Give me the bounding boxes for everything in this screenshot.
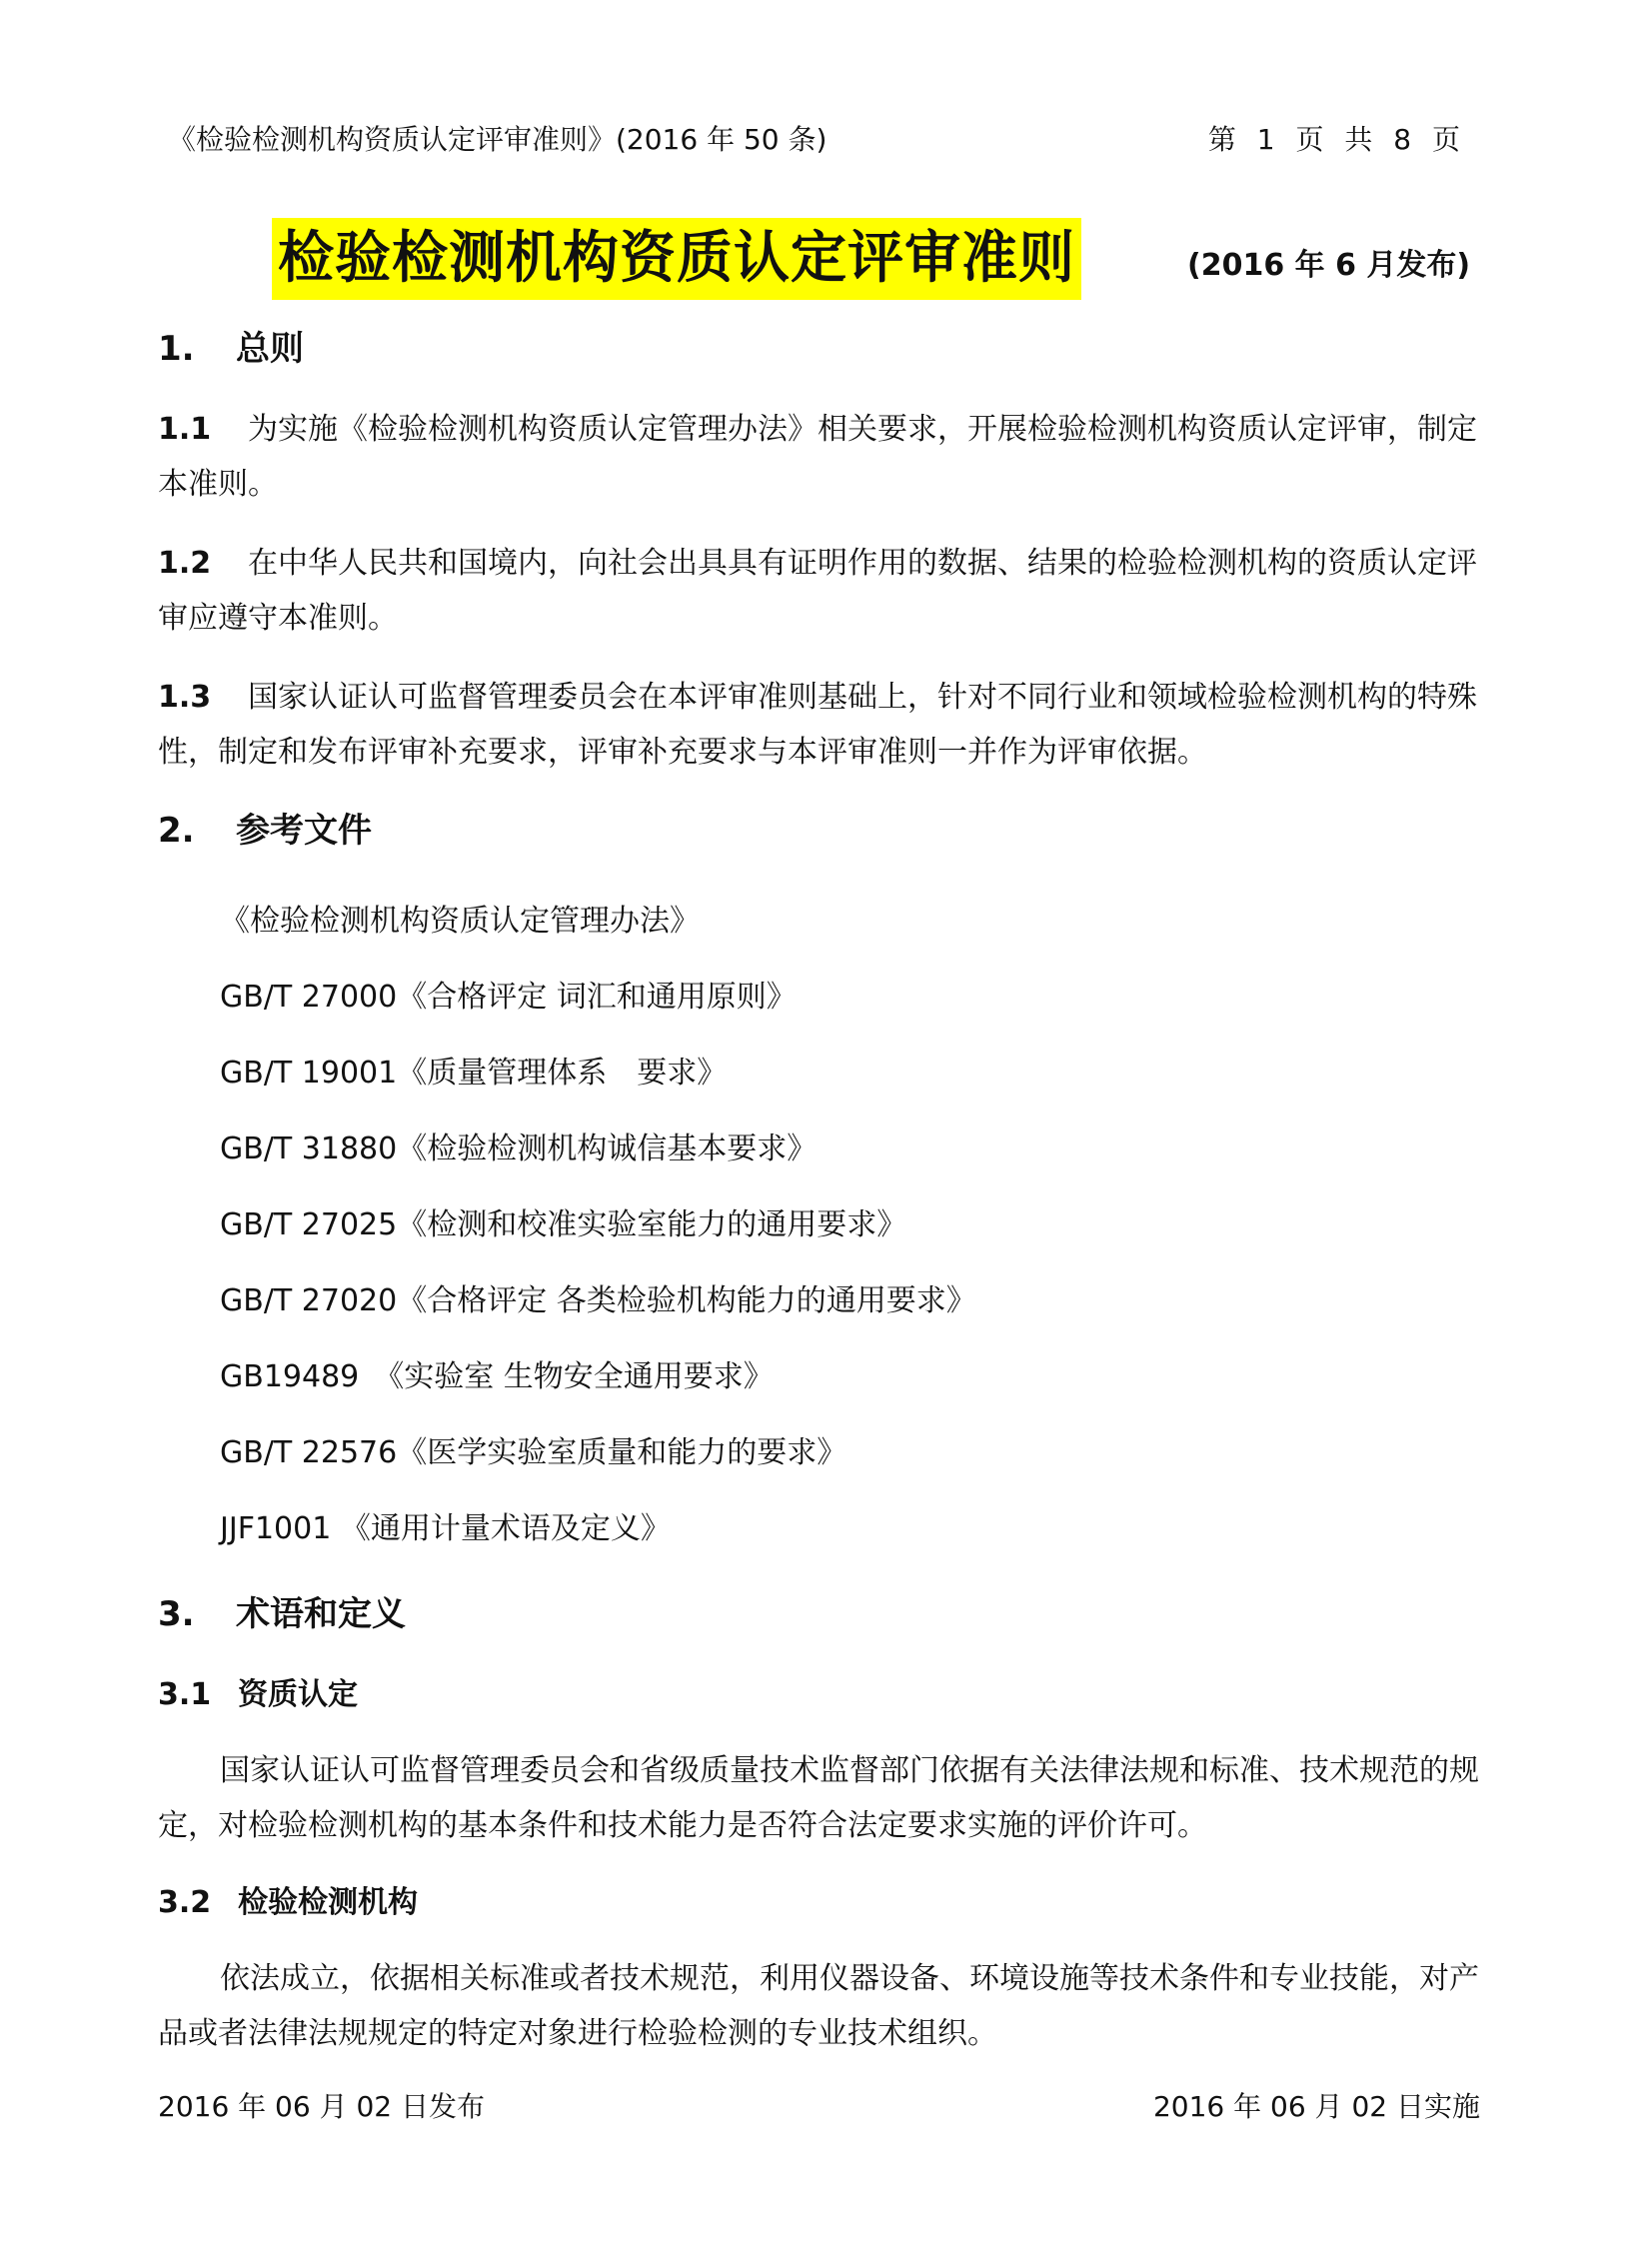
page-header: [168, 118, 1466, 162]
reference-item: GB/T 31880《检验检测机构诚信基本要求》: [220, 1131, 818, 1166]
definition-heading-3-2: [158, 1875, 1497, 1931]
reference-item: GB/T 27025《检测和校准实验室能力的通用要求》: [220, 1207, 907, 1242]
clause-text: 为实施《检验检测机构资质认定管理办法》相关要求，开展检验检测机构资质认定评审，制定本准则。: [158, 412, 1477, 502]
reference-list: [220, 884, 1497, 1567]
title-date: (2016 年 6 月发布): [1187, 248, 1471, 283]
definition-text-3-2: 依法成立，依据相关标准或者技术规范，利用仪器设备、环境设施等技术条件和专业技能，对产品或者法律法规规定的特定对象进行检验检测的专业技术组织。: [158, 1961, 1479, 2051]
section-title: 术语和定义: [236, 1594, 406, 1634]
header-doc-ref: 《检验检测机构资质认定评审准则》(2016 年 50 条): [168, 123, 827, 156]
document-body: [158, 322, 1497, 2083]
definition-text-3-1: 国家认证认可监督管理委员会和省级质量技术监督部门依据有关法律法规和标准、技术规范的规定，对检验检测机构的基本条件和技术能力是否符合法定要求实施的评价许可。: [158, 1753, 1479, 1843]
section-heading-3: [158, 1587, 1497, 1641]
definition-title: 检验检测机构: [238, 1885, 418, 1920]
definition-title: 资质认定: [238, 1677, 358, 1712]
clause-number: 1.1: [158, 412, 212, 447]
section-title: 总则: [236, 329, 304, 369]
clause-1-1: [158, 402, 1497, 512]
page-footer: [158, 2085, 1480, 2125]
header-page-info: 第 1 页 共 8 页: [1207, 123, 1466, 156]
definition-heading-3-1: [158, 1667, 1497, 1723]
title-row: [272, 218, 1491, 302]
section-number: 1.: [158, 329, 195, 369]
footer-published-date: 2016 年 06 月 02 日发布: [158, 2090, 486, 2123]
footer-effective-date: 2016 年 06 月 02 日实施: [1152, 2090, 1480, 2123]
clause-text: 在中华人民共和国境内，向社会出具具有证明作用的数据、结果的检验检测机构的资质认定评审应遵守本准则。: [158, 546, 1477, 636]
reference-item: GB/T 19001《质量管理体系 要求》: [220, 1056, 728, 1091]
clause-text: 国家认证认可监督管理委员会在本评审准则基础上，针对不同行业和领域检验检测机构的特殊性，制定和发布评审补充要求，评审补充要求与本评审准则一并作为评审依据。: [158, 680, 1477, 770]
clause-1-3: [158, 670, 1497, 780]
clause-number: 1.3: [158, 680, 212, 715]
section-number: 2.: [158, 811, 195, 851]
reference-item: GB/T 27020《合格评定 各类检验机构能力的通用要求》: [220, 1283, 976, 1318]
section-heading-1: [158, 322, 1497, 376]
definition-number: 3.2: [158, 1885, 212, 1920]
clause-number: 1.2: [158, 546, 212, 581]
reference-item: GB/T 22576《医学实验室质量和能力的要求》: [220, 1435, 847, 1470]
reference-item: GB19489 《实验室 生物安全通用要求》: [220, 1359, 774, 1394]
reference-item: JJF1001 《通用计量术语及定义》: [220, 1511, 671, 1546]
definition-number: 3.1: [158, 1677, 212, 1712]
section-title: 参考文件: [236, 811, 372, 851]
section-heading-2: [158, 804, 1497, 858]
reference-item: GB/T 27000《合格评定 词汇和通用原则》: [220, 980, 797, 1015]
document-title: 检验检测机构资质认定评审准则: [272, 218, 1081, 300]
clause-1-2: [158, 536, 1497, 646]
reference-item: 《检验检测机构资质认定管理办法》: [220, 904, 700, 939]
section-number: 3.: [158, 1594, 195, 1634]
